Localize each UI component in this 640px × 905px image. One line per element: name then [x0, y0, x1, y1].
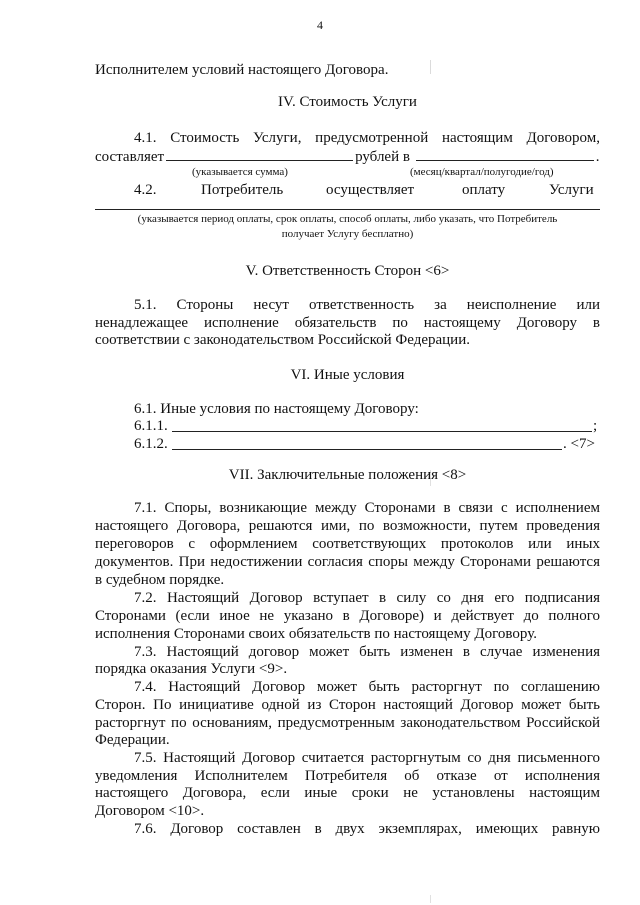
payment-terms-blank: [95, 209, 600, 210]
hint-amount: (указывается сумма): [192, 166, 288, 178]
clause-7-5-line-3: настоящего Договора, если иные сроки не установлены настоящим: [95, 785, 600, 801]
intro-line: Исполнителем условий настоящего Договора.: [95, 62, 389, 78]
clause-5-1-line-1: 5.1. Стороны несут ответственность за неисполнение или: [134, 297, 600, 313]
scan-mark: [430, 895, 431, 903]
scan-mark: [430, 60, 431, 74]
section-6-heading: VI. Иные условия: [290, 367, 405, 383]
clause-7-5-line-1: 7.5. Настоящий Договор считается расторгнутым со дня письменного: [134, 750, 600, 766]
clause-7-4-line-4: Федерации.: [95, 732, 170, 748]
clause-4-2-number: 4.2.: [134, 182, 157, 198]
amount-blank: [166, 159, 353, 161]
clause-7-2-line-2: Сторонами (если иное не указано в Договоре) и действует до полного: [95, 608, 600, 624]
clause-6-1-2-blank: [172, 449, 562, 450]
clause-4-1-text-start: составляет: [95, 149, 165, 165]
clause-6-1-1-end: ;: [593, 418, 598, 434]
section-7-heading: VII. Заключительные положения <8>: [228, 467, 467, 483]
clause-4-2-word-1: Потребитель: [201, 182, 284, 198]
clause-4-2-word-2: осуществляет: [326, 182, 415, 198]
clause-7-2-line-1: 7.2. Настоящий Договор вступает в силу со дня его подписания: [134, 590, 600, 606]
clause-4-1-text-mid: рублей в: [355, 149, 410, 165]
clause-6-1: 6.1. Иные условия по настоящему Договору:: [134, 401, 419, 417]
clause-7-4-line-1: 7.4. Настоящий Договор может быть расторгнут по соглашению: [134, 679, 600, 695]
clause-5-1-line-2: ненадлежащее исполнение обязательств по настоящему Договору в: [95, 315, 600, 331]
clause-5-1-line-3: соответствии с законодательством Российской Федерации.: [95, 332, 470, 348]
clause-6-1-2-number: 6.1.2.: [134, 436, 168, 452]
clause-4-1-line-2: [95, 148, 599, 166]
clause-7-6-line-1: 7.6. Договор составлен в двух экземплярах, имеющих равную: [134, 821, 600, 837]
hint-payment-line-2: получает Услугу бесплатно): [281, 228, 414, 240]
clause-7-4-line-3: расторгнут по основаниям, предусмотренным законодательством Российской: [95, 715, 600, 731]
hint-period: (месяц/квартал/полугодие/год): [410, 166, 554, 178]
clause-4-2-word-4: Услуги: [549, 182, 594, 198]
clause-6-1-1-number: 6.1.1.: [134, 418, 168, 434]
clause-7-1-line-1: 7.1. Споры, возникающие между Сторонами в связи с исполнением: [134, 500, 600, 516]
section-5-heading: V. Ответственность Сторон <6>: [245, 263, 450, 279]
clause-7-1-line-3: переговоров с оформлением соответствующих протоколов или иных: [95, 536, 600, 552]
clause-7-3-line-2: порядка оказания Услуги <9>.: [95, 661, 288, 677]
clause-7-5-line-4: Договором <10>.: [95, 803, 205, 819]
clause-7-4-line-2: Сторон. По инициативе одной из Сторон настоящий Договор может быть: [95, 697, 600, 713]
clause-7-1-line-4: документов. При недостижении согласия споры между Сторонами решаются: [95, 554, 600, 570]
section-4-heading: IV. Стоимость Услуги: [278, 94, 417, 110]
page-number: 4: [317, 18, 323, 32]
clause-7-5-line-2: уведомления Исполнителем Потребителя об отказе от исполнения: [95, 768, 600, 784]
clause-4-1-line-1: 4.1. Стоимость Услуги, предусмотренной настоящим Договором,: [134, 130, 600, 146]
clause-4-2-word-3: оплату: [462, 182, 506, 198]
scan-mark: [430, 470, 431, 486]
clause-6-1-2-end: . <7>: [563, 436, 595, 452]
clause-4-1-text-end: .: [595, 149, 600, 165]
clause-7-1-line-5: в судебном порядке.: [95, 572, 225, 588]
clause-7-1-line-2: настоящего Договора, решаются ими, по возможности, путем проведения: [95, 518, 600, 534]
period-blank: [416, 159, 594, 161]
clause-6-1-1-blank: [172, 431, 592, 432]
clause-7-2-line-3: исполнения Сторонами своих обязательств по настоящему Договору.: [95, 626, 537, 642]
hint-payment-line-1: (указывается период оплаты, срок оплаты, способ оплаты, либо указать, что Потребитель: [137, 213, 558, 225]
clause-7-3-line-1: 7.3. Настоящий договор может быть изменен в случае изменения: [134, 644, 600, 660]
